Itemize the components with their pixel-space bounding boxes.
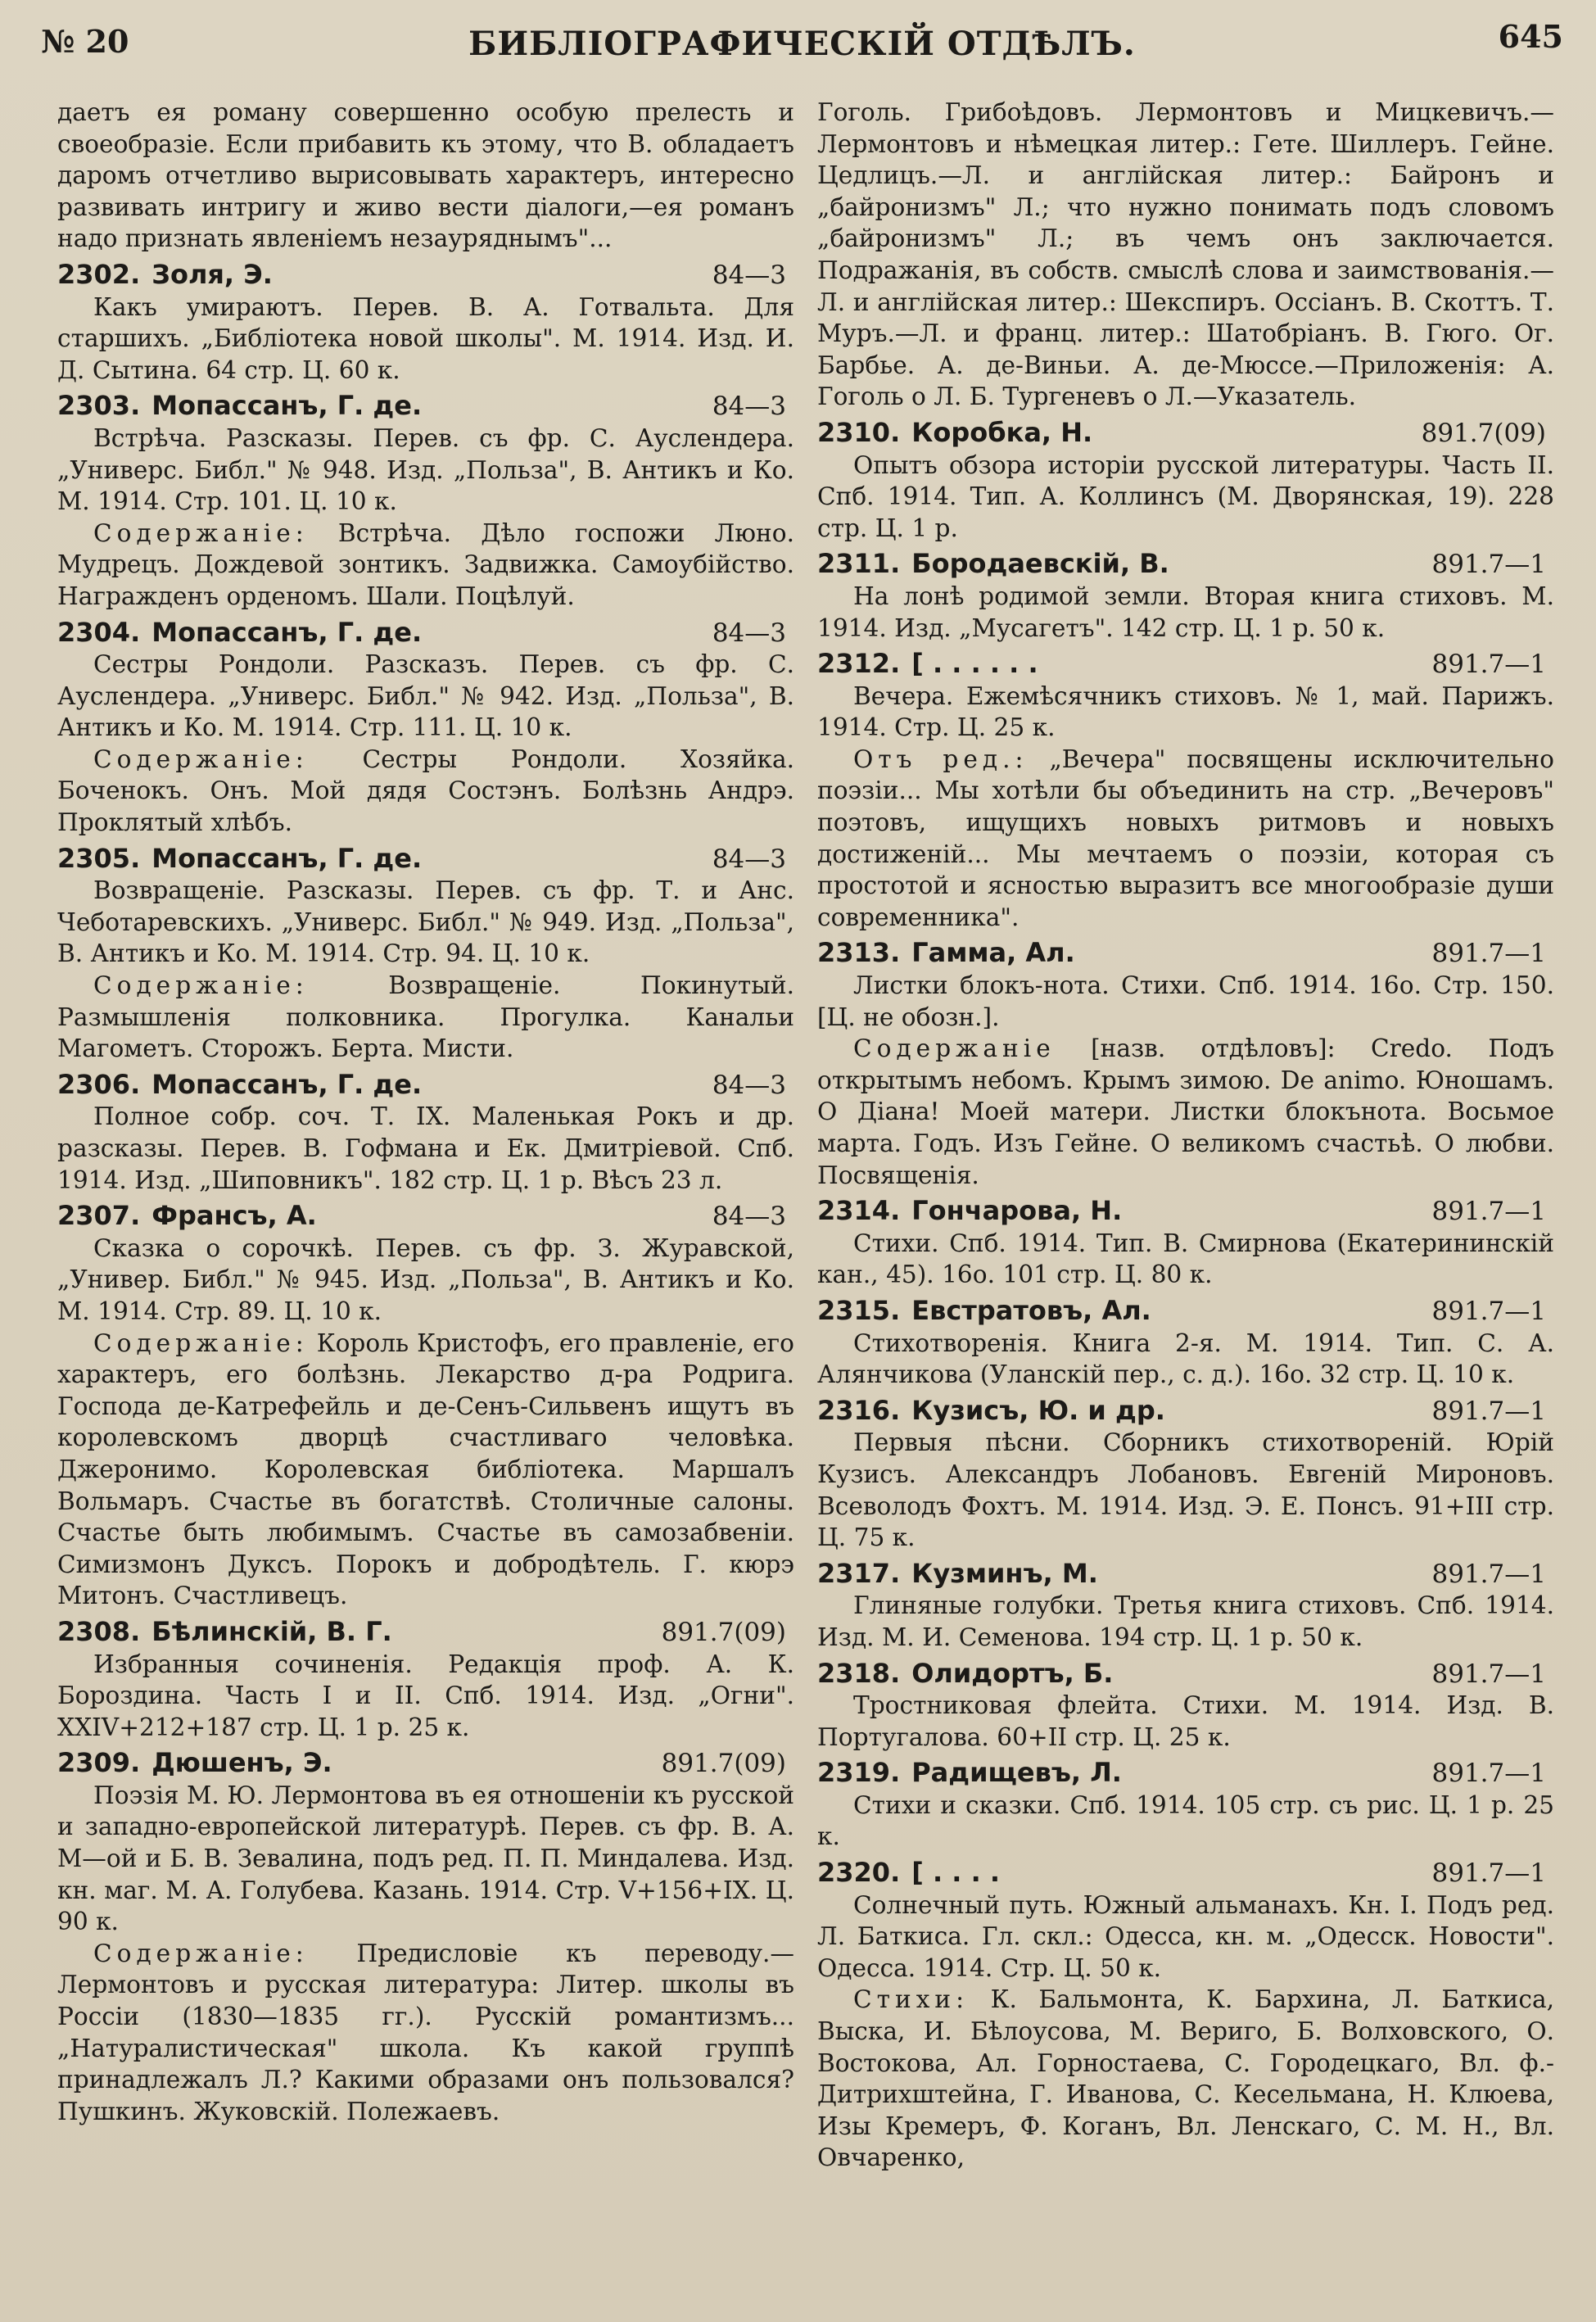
- entry-description: Сестры Рондоли. Разсказъ. Перев. съ фр. С. Ауслендера. „Универс. Библ." № 942. Изд. „Польза", В. Антикъ и Ко. М. 1914. Стр. 111. Ц. 10 к.: [57, 650, 794, 742]
- entry-heading: [817, 1195, 1554, 1228]
- contents-label: Содержаніе: [853, 1034, 1056, 1063]
- entry-title: [817, 1395, 1165, 1427]
- classification-code: 891.7(09): [661, 1617, 786, 1647]
- contents-text: Сестры Рондоли. Хозяйка. Боченокъ. Онъ. Мой дядя Состэнъ. Болѣзнь Андрэ. Проклятый хлѣбъ.: [57, 745, 794, 837]
- classification-code: 891.7(09): [1421, 418, 1546, 448]
- entry-title: [57, 1200, 317, 1232]
- contents-label: Содержаніе:: [93, 518, 309, 547]
- entry-number: 2302.: [57, 258, 141, 290]
- entry-author: Евстратовъ, Ал.: [911, 1294, 1151, 1326]
- contents-label: Содержаніе:: [93, 745, 309, 773]
- classification-code: 891.7—1: [1431, 1659, 1546, 1689]
- entry-title: [57, 843, 422, 875]
- contents-text: [назв. отдѣловъ]: Credo. Подъ открытымъ небомъ. Крымъ зимою. De animo. Юношамъ. О Діана! Моей матери. Листки блокънота. Восьмое марта. Годъ. Изъ Гейне. О великомъ счастьѣ. О любви. Посвященія.: [817, 1034, 1554, 1189]
- entry-number: 2317.: [817, 1557, 901, 1589]
- entry-number: 2304.: [57, 616, 141, 648]
- entry-number: 2319.: [817, 1757, 901, 1789]
- classification-code: 891.7—1: [1431, 1197, 1546, 1227]
- entry-title: [817, 1658, 1113, 1690]
- entry-title: [817, 1857, 1000, 1889]
- entry-author: [ . . . . . .: [911, 648, 1038, 680]
- entry-heading: [57, 1200, 794, 1233]
- entry-description: Листки блокъ-нота. Стихи. Спб. 1914. 16о. Стр. 150. [Ц. не обозн.].: [817, 971, 1554, 1031]
- contents-label: Содержаніе:: [93, 971, 309, 1000]
- right-column: [817, 97, 1554, 2174]
- entry-heading: [817, 1558, 1554, 1591]
- entry-contents: [817, 744, 1554, 934]
- entry-contents: [57, 970, 794, 1065]
- contents-text: Встрѣча. Дѣло госпожи Люно. Мудрецъ. Дождевой зонтикъ. Задвижка. Самоубійство. Награжденъ орденомъ. Шали. Поцѣлуй.: [57, 518, 794, 610]
- entry-description: Опытъ обзора исторіи русской литературы. Часть II. Спб. 1914. Тип. А. Коллинсъ (М. Дворянская, 19). 228 стр. Ц. 1 р.: [817, 450, 1554, 542]
- page-number: 645: [1498, 18, 1563, 55]
- entry-heading: [817, 1857, 1554, 1890]
- page-header: [41, 15, 1563, 64]
- entry-heading: [817, 1395, 1554, 1428]
- entry-author: Гончарова, Н.: [911, 1195, 1123, 1227]
- entry-author: Кузисъ, Ю. и др.: [911, 1394, 1165, 1426]
- entry-author: Золя, Э.: [151, 258, 273, 290]
- entry-title: [57, 1069, 422, 1101]
- entry-number: 2311.: [817, 548, 901, 580]
- entry-heading: [817, 548, 1554, 581]
- classification-code: 891.7—1: [1431, 1559, 1546, 1589]
- entry-contents: [57, 518, 794, 613]
- entry-number: 2306.: [57, 1068, 141, 1100]
- contents-label: Отъ ред.:: [853, 745, 1029, 773]
- entry-description: Вечера. Ежемѣсячникъ стиховъ. № 1, май. Парижъ. 1914. Стр. Ц. 25 к.: [817, 681, 1554, 742]
- entry-number: 2315.: [817, 1294, 901, 1326]
- classification-code: 84—3: [712, 392, 786, 422]
- entry-heading: [817, 1658, 1554, 1691]
- entry-heading: [57, 1616, 794, 1649]
- entry-number: 2312.: [817, 648, 901, 680]
- entry-description: Возвращеніе. Разсказы. Перев. съ фр. Т. и Анс. Чеботаревскихъ. „Универс. Библ." № 949. Изд. „Польза", В. Антикъ и Ко. М. 1914. Стр. 94. Ц. 10 к.: [57, 876, 794, 968]
- classification-code: 891.7(09): [661, 1749, 786, 1779]
- contents-text: К. Бальмонта, К. Бархина, Л. Баткиса, Выска, И. Бѣлоусова, М. Вериго, Б. Волховского, О. Востокова, Ал. Горностаева, С. Городецкаго, Вл. ф.-Дитрихштейна, Г. Иванова, С. Кесельмана, Н. Клюева, Изы Кремеръ, Ф. Коганъ, Вл. Ленскаго, С. М. Н., Вл. Овчаренко,: [817, 1985, 1554, 2172]
- entry-author: Кузминъ, М.: [911, 1557, 1098, 1589]
- entry-heading: [817, 1295, 1554, 1328]
- entry-description: Сказка о сорочкѣ. Перев. съ фр. З. Журавской, „Универ. Библ." № 945. Изд. „Польза", В. Антикъ и Ко. М. 1914. Стр. 89. Ц. 10 к.: [57, 1233, 794, 1325]
- entry-heading: [57, 843, 794, 876]
- contents-text: Предисловіе къ переводу.—Лермонтовъ и русская литература: Литер. школы въ Россіи (1830—1835 гг.). Русскій романтизмъ... „Натуралистическая" школа. Къ какой группѣ принадлежалъ Л.? Какими образами онъ пользовался? Пушкинъ. Жуковскій. Полежаевъ.: [57, 1939, 794, 2125]
- entry-heading: [57, 1747, 794, 1780]
- contents-text: Король Кристофъ, его правленіе, его характеръ, его болѣзнь. Лекарство д-ра Родрига. Господа де-Катрефейль и де-Сенъ-Сильвенъ ищутъ въ королевскомъ дворцѣ счастливаго человѣка. Джеронимо. Королевская библіотека. Маршалъ Вольмаръ. Счастье въ богатствѣ. Столичные салоны. Счастье быть любимымъ. Счастье въ самозабвеніи. Симизмонъ Дуксъ. Порокъ и добродѣтель. Г. кюрэ Митонъ. Счастливецъ.: [57, 1328, 794, 1610]
- entry-heading: [57, 259, 794, 292]
- entry-title: [817, 417, 1092, 449]
- classification-code: 891.7—1: [1431, 939, 1546, 969]
- left-column: [57, 97, 794, 2127]
- issue-number: № 20: [41, 23, 129, 60]
- entry-number: 2309.: [57, 1747, 141, 1779]
- entry-author: Мопассанъ, Г. де.: [151, 390, 423, 422]
- entry-heading: [57, 1069, 794, 1102]
- entry-description: На лонѣ родимой земли. Вторая книга стиховъ. М. 1914. Изд. „Мусагетъ". 142 стр. Ц. 1 р. 50 к.: [817, 582, 1554, 642]
- entry-title: [817, 1558, 1098, 1590]
- entry-title: [817, 1295, 1151, 1327]
- classification-code: 891.7—1: [1431, 550, 1546, 580]
- classification-code: 891.7—1: [1431, 1396, 1546, 1426]
- entry-heading: [57, 617, 794, 650]
- entry-number: 2313.: [817, 937, 901, 969]
- entry-description: Полное собр. соч. Т. IX. Маленькая Рокъ и др. разсказы. Перев. В. Гофмана и Ек. Дмитріевой. Спб. 1914. Изд. „Шиповникъ". 182 стр. Ц. 1 р. Вѣсъ 23 л.: [57, 1102, 794, 1194]
- classification-code: 84—3: [712, 260, 786, 290]
- entry-number: 2310.: [817, 416, 901, 448]
- entry-description: Стихотворенія. Книга 2-я. М. 1914. Тип. С. А. Алянчикова (Уланскій пер., с. д.). 16о. 32 стр. Ц. 10 к.: [817, 1328, 1554, 1389]
- entry-author: Мопассанъ, Г. де.: [151, 1068, 423, 1100]
- entry-title: [57, 390, 422, 422]
- entry-author: Олидортъ, Б.: [911, 1657, 1114, 1689]
- contents-text: „Вечера" посвящены исключительно поэзіи... Мы хотѣли бы объединить на стр. „Вечеровъ" поэтовъ, ищущихъ новыхъ ритмовъ и новыхъ достиженій... Мы мечтаемъ о поэзіи, которая съ простотой и ясностью выразитъ все многообразіе души современника".: [817, 745, 1554, 931]
- entry-number: 2314.: [817, 1195, 901, 1227]
- entry-heading: [817, 417, 1554, 450]
- classification-code: 84—3: [712, 1070, 786, 1100]
- entry-title: [57, 1616, 392, 1648]
- entry-author: Гамма, Ал.: [911, 937, 1075, 969]
- entry-title: [57, 259, 273, 291]
- classification-code: 84—3: [712, 844, 786, 874]
- entry-author: Бѣлинскій, В. Г.: [151, 1615, 392, 1647]
- entry-number: 2318.: [817, 1657, 901, 1689]
- contents-text: Возвращеніе. Покинутый. Размышленія полковника. Прогулка. Канальи Магометъ. Сторожъ. Берта. Мисти.: [57, 971, 794, 1063]
- classification-code: 84—3: [712, 618, 786, 648]
- classification-code: 891.7—1: [1431, 650, 1546, 680]
- entry-author: [ . . . .: [911, 1857, 1001, 1889]
- classification-code: 891.7—1: [1431, 1858, 1546, 1889]
- entry-description: Глиняные голубки. Третья книга стиховъ. Спб. 1914. Изд. М. И. Семенова. 194 стр. Ц. 1 р. 50 к.: [817, 1591, 1554, 1651]
- entry-contents: [817, 1984, 1554, 2174]
- entry-author: Коробка, Н.: [911, 416, 1093, 448]
- entry-title: [817, 548, 1169, 580]
- continued-text: Гоголь. Грибоѣдовъ. Лермонтовъ и Мицкевичъ.—Лермонтовъ и нѣмецкая литер.: Гете. Шиллеръ. Гейне. Цедлицъ.—Л. и англійская литер.: Байронъ и „байронизмъ" Л.; что нужно понимать подъ словомъ „байронизмъ" Л.; въ чемъ онъ заключается. Подражанія, въ собств. смыслѣ слова и заимствованія.—Л. и англійская литер.: Шекспиръ. Оссіанъ. В. Скоттъ. Т. Муръ.—Л. и франц. литер.: Шатобріанъ. В. Гюго. Ог. Барбье. А. де-Виньи. А. де-Мюссе.—Приложенія: А. Гоголь о Л. Б. Тургеневъ о Л.—Указатель.: [817, 98, 1554, 411]
- entry-title: [57, 1747, 332, 1779]
- entry-heading: [817, 1757, 1554, 1790]
- contents-label: Содержаніе:: [93, 1328, 309, 1357]
- entry-description: Стихи и сказки. Спб. 1914. 105 стр. съ рис. Ц. 1 р. 25 к.: [817, 1790, 1554, 1851]
- entry-title: [817, 1757, 1122, 1789]
- entry-title: [57, 617, 422, 649]
- classification-code: 891.7—1: [1431, 1296, 1546, 1326]
- entry-author: Дюшенъ, Э.: [151, 1747, 332, 1779]
- entry-number: 2320.: [817, 1857, 901, 1889]
- entry-author: Франсъ, А.: [151, 1200, 317, 1232]
- entry-description: Стихи. Спб. 1914. Тип. В. Смирнова (Екатерининскій кан., 45). 16о. 101 стр. Ц. 80 к.: [817, 1229, 1554, 1289]
- entry-description: Солнечный путь. Южный альманахъ. Кн. I. Подъ ред. Л. Баткиса. Гл. скл.: Одесса, кн. м. „Одесск. Новости". Одесса. 1914. Стр. Ц. 50 к.: [817, 1890, 1554, 1982]
- entry-heading: [817, 937, 1554, 970]
- entry-description: Тростниковая флейта. Стихи. М. 1914. Изд. В. Португалова. 60+II стр. Ц. 25 к.: [817, 1691, 1554, 1751]
- entry-description: Какъ умираютъ. Перев. В. А. Готвальта. Для старшихъ. „Библіотека новой школы". М. 1914. Изд. И. Д. Сытина. 64 стр. Ц. 60 к.: [57, 292, 794, 384]
- entry-heading: [57, 390, 794, 423]
- entry-author: Мопассанъ, Г. де.: [151, 616, 423, 648]
- entry-description: Поэзія М. Ю. Лермонтова въ ея отношеніи къ русской и западно-европейской литературѣ. Перев. съ фр. В. А. М—ой и Б. В. Зевалина, подъ ред. П. П. Миндалева. Изд. кн. маг. М. А. Голубева. Казань. 1914. Стр. V+156+IX. Ц. 90 к.: [57, 1781, 794, 1936]
- entry-title: [817, 1195, 1122, 1227]
- entry-heading: [817, 648, 1554, 681]
- entry-description: Встрѣча. Разсказы. Перев. съ фр. С. Ауслендера. „Универс. Библ." № 948. Изд. „Польза", В. Антикъ и Ко. М. 1914. Стр. 101. Ц. 10 к.: [57, 423, 794, 516]
- entry-number: 2316.: [817, 1394, 901, 1426]
- entry-number: 2308.: [57, 1615, 141, 1647]
- entry-author: Бородаевскій, В.: [911, 548, 1169, 580]
- contents-label: Стихи:: [853, 1985, 970, 2014]
- entry-number: 2303.: [57, 390, 141, 422]
- entry-number: 2305.: [57, 842, 141, 874]
- continued-text: даетъ ея роману совершенно особую прелесть и своеобразіе. Если прибавить къ этому, что В. обладаетъ даромъ отчетливо вырисовывать характеръ, интересно развивать интригу и живо вести діалоги,—ея романъ надо признать явленіемъ незауряднымъ"...: [57, 98, 794, 253]
- entry-title: [817, 648, 1038, 680]
- entry-description: Первыя пѣсни. Сборникъ стихотвореній. Юрій Кузисъ. Александръ Лобановъ. Евгеній Мироновъ. Всеволодъ Фохтъ. М. 1914. Изд. Э. Е. Понсъ. 91+III стр. Ц. 75 к.: [817, 1428, 1554, 1552]
- contents-label: Содержаніе:: [93, 1939, 309, 1967]
- entry-contents: [57, 1328, 794, 1612]
- entry-contents: [57, 1938, 794, 2128]
- entry-contents: [817, 1033, 1554, 1191]
- section-title: БИБЛІОГРАФИЧЕСКІЙ ОТДѢЛЪ.: [468, 25, 1136, 63]
- entry-author: Радищевъ, Л.: [911, 1757, 1122, 1789]
- entry-title: [817, 937, 1075, 969]
- entry-contents: [57, 744, 794, 839]
- entry-number: 2307.: [57, 1200, 141, 1232]
- entry-author: Мопассанъ, Г. де.: [151, 842, 423, 874]
- entry-description: Избранныя сочиненія. Редакція проф. А. К. Бороздина. Часть I и II. Спб. 1914. Изд. „Огни". XXIV+212+187 стр. Ц. 1 р. 25 к.: [57, 1650, 794, 1741]
- classification-code: 84—3: [712, 1202, 786, 1232]
- classification-code: 891.7—1: [1431, 1758, 1546, 1789]
